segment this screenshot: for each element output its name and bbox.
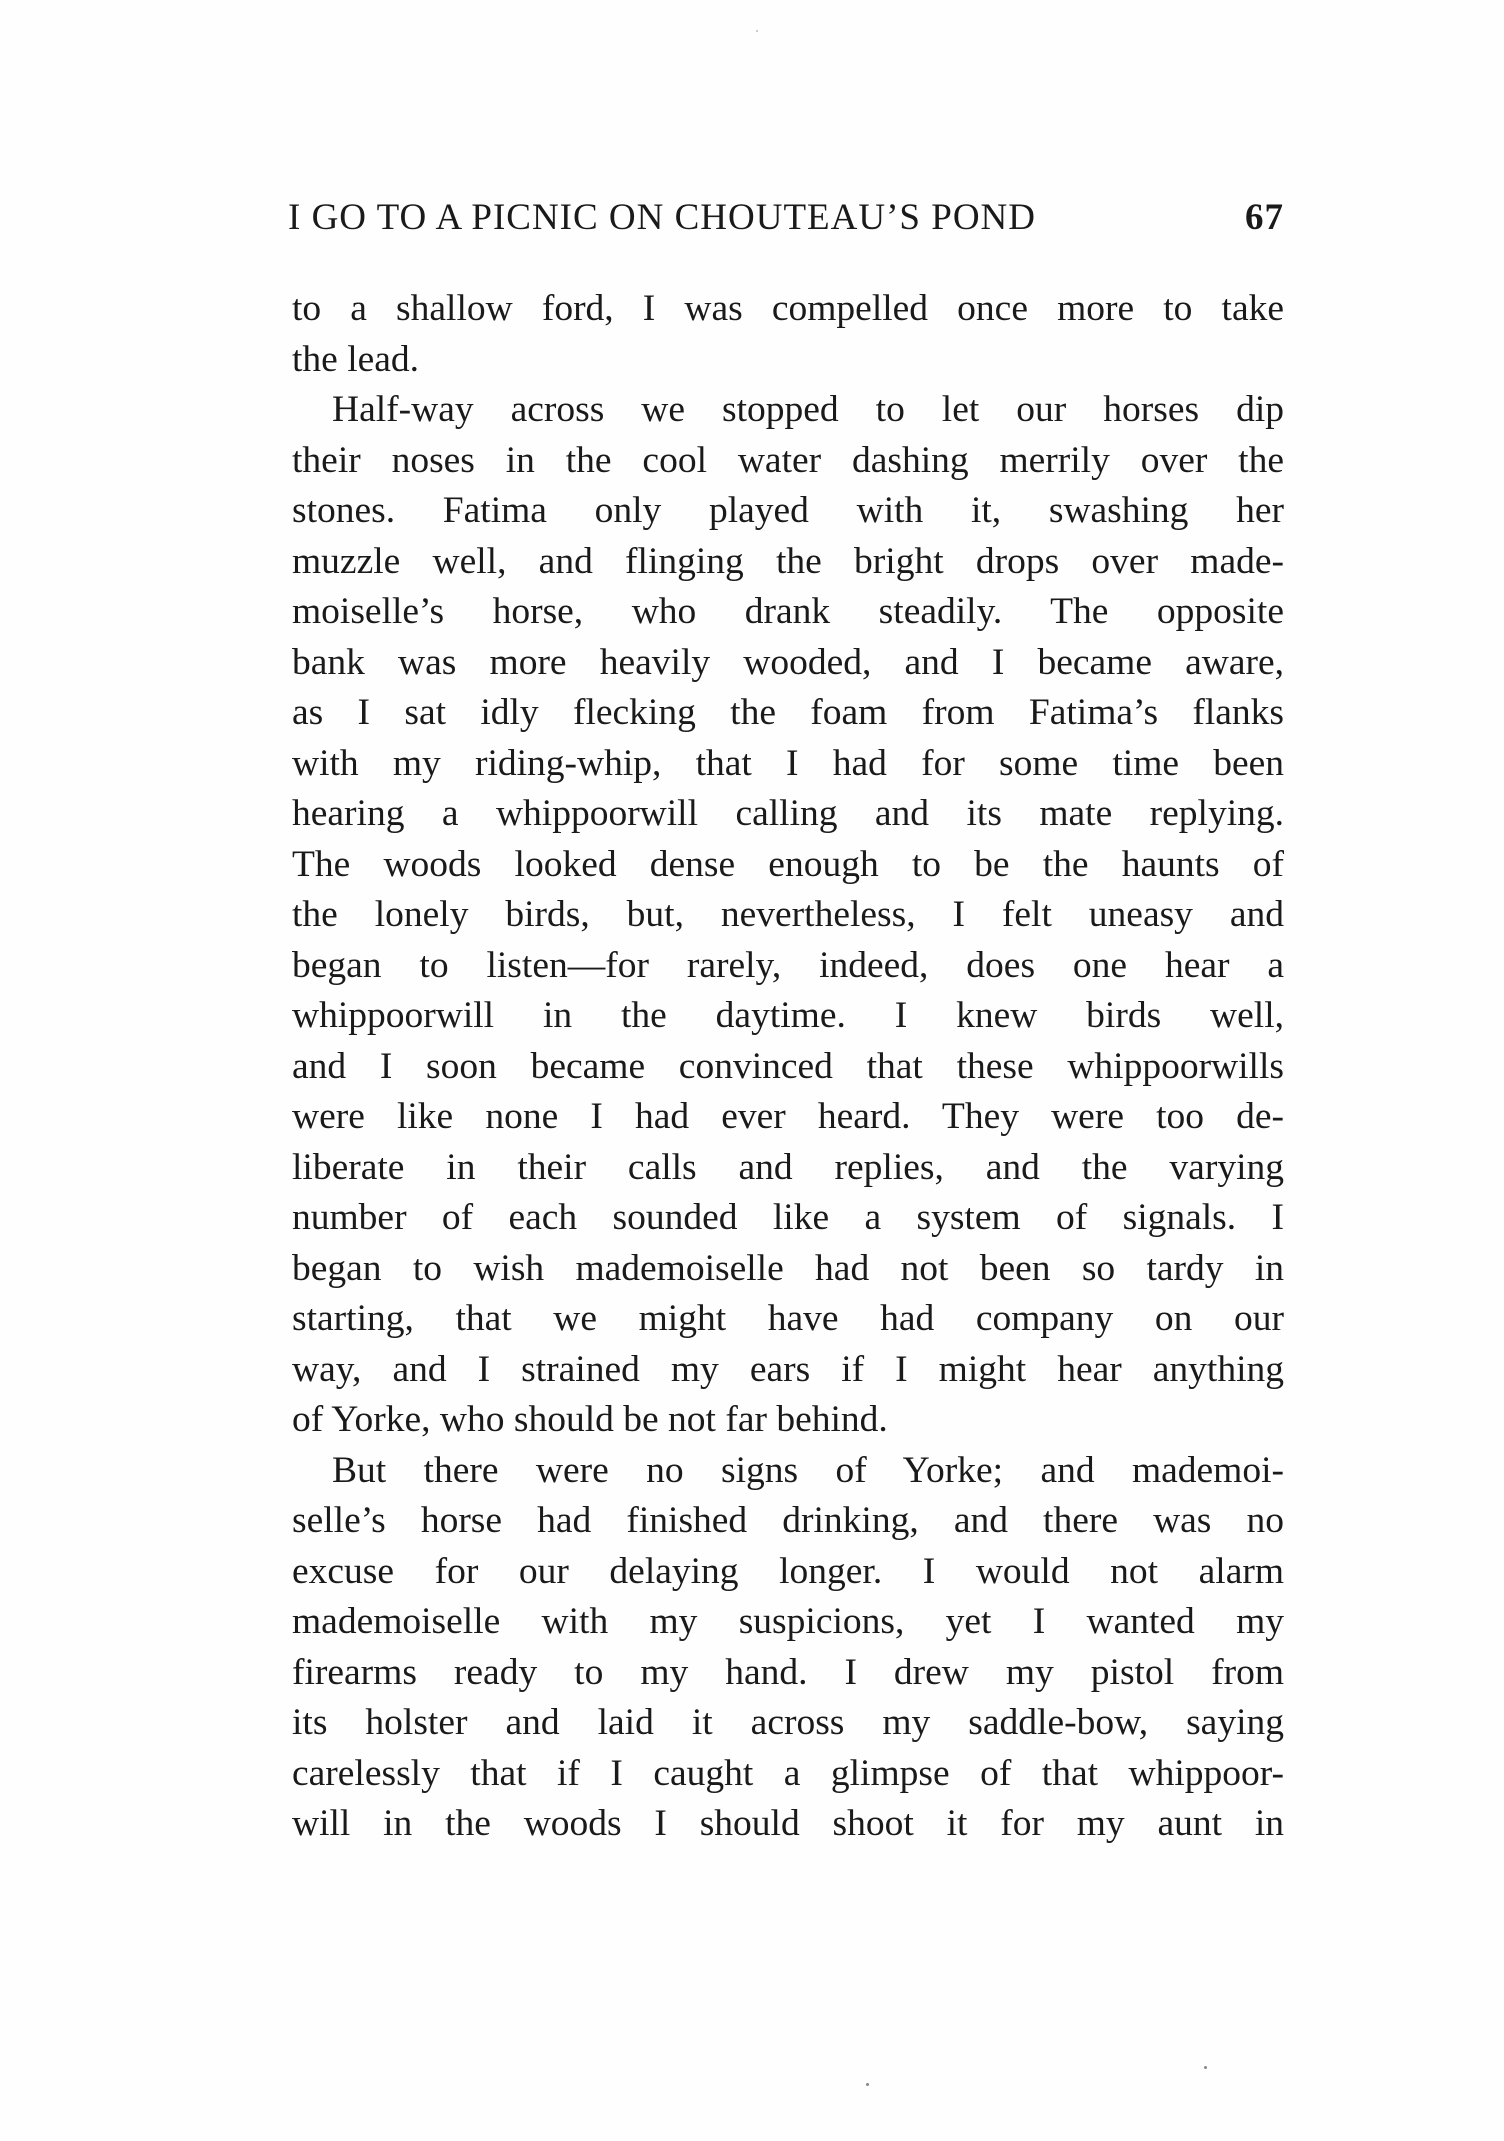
text-line: of Yorke, who should be not far behind.: [292, 1399, 888, 1440]
text-line: began to listen—for rarely, indeed, does one hear a: [292, 944, 1284, 986]
text-line: starting, that we might have had company on our: [292, 1298, 1284, 1339]
body-text: [292, 284, 1284, 1850]
text-line: began to wish mademoiselle had not been so tardy in: [292, 1247, 1284, 1289]
text-line: moiselle’s horse, who drank steadily. The opposite: [292, 591, 1284, 632]
text-line: mademoiselle with my suspicions, yet I wanted my: [292, 1601, 1284, 1642]
text-line: bank was more heavily wooded, and I became aware,: [292, 641, 1284, 683]
text-line: and I soon became convinced that these whippoorwills: [292, 1045, 1284, 1087]
text-line: firearms ready to my hand. I drew my pistol from: [292, 1651, 1284, 1693]
running-head-title: I GO TO A PICNIC ON CHOUTEAU’S POND: [288, 197, 1036, 238]
text-line: will in the woods I should shoot it for my aunt in: [292, 1803, 1284, 1844]
running-head: [288, 196, 1284, 256]
text-line: the lead.: [292, 338, 420, 380]
text-line: hearing a whippoorwill calling and its mate replying.: [292, 793, 1284, 834]
text-line: carelessly that if I caught a glimpse of that whippoor-: [292, 1752, 1284, 1794]
text-line: excuse for our delaying longer. I would not alarm: [292, 1550, 1284, 1592]
text-line: Half-way across we stopped to let our horses dip: [332, 389, 1284, 430]
text-line: way, and I strained my ears if I might hear anything: [292, 1348, 1284, 1390]
text-line: its holster and laid it across my saddle-bow, saying: [292, 1702, 1284, 1743]
text-line: as I sat idly flecking the foam from Fatima’s flanks: [292, 692, 1284, 733]
text-line: liberate in their calls and replies, and the varying: [292, 1146, 1284, 1188]
text-line: But there were no signs of Yorke; and mademoi-: [332, 1449, 1284, 1491]
text-line: number of each sounded like a system of signals. I: [292, 1197, 1284, 1238]
page-number: 67: [1245, 197, 1284, 238]
scan-speck: [1204, 2066, 1207, 2069]
scan-speck: [866, 2083, 869, 2086]
text-line: to a shallow ford, I was compelled once more to take: [292, 288, 1284, 329]
text-line: were like none I had ever heard. They were too de-: [292, 1096, 1284, 1137]
text-line: muzzle well, and flinging the bright drops over made-: [292, 540, 1284, 582]
text-line: with my riding-whip, that I had for some time been: [292, 742, 1284, 784]
scan-speck: [756, 30, 758, 32]
text-line: The woods looked dense enough to be the haunts of: [292, 843, 1284, 885]
text-line: stones. Fatima only played with it, swashing her: [292, 490, 1284, 531]
text-line: their noses in the cool water dashing merrily over the: [292, 439, 1284, 481]
text-line: the lonely birds, but, nevertheless, I felt uneasy and: [292, 894, 1284, 935]
text-line: whippoorwill in the daytime. I knew birds well,: [292, 995, 1284, 1036]
text-line: selle’s horse had finished drinking, and there was no: [292, 1500, 1284, 1541]
